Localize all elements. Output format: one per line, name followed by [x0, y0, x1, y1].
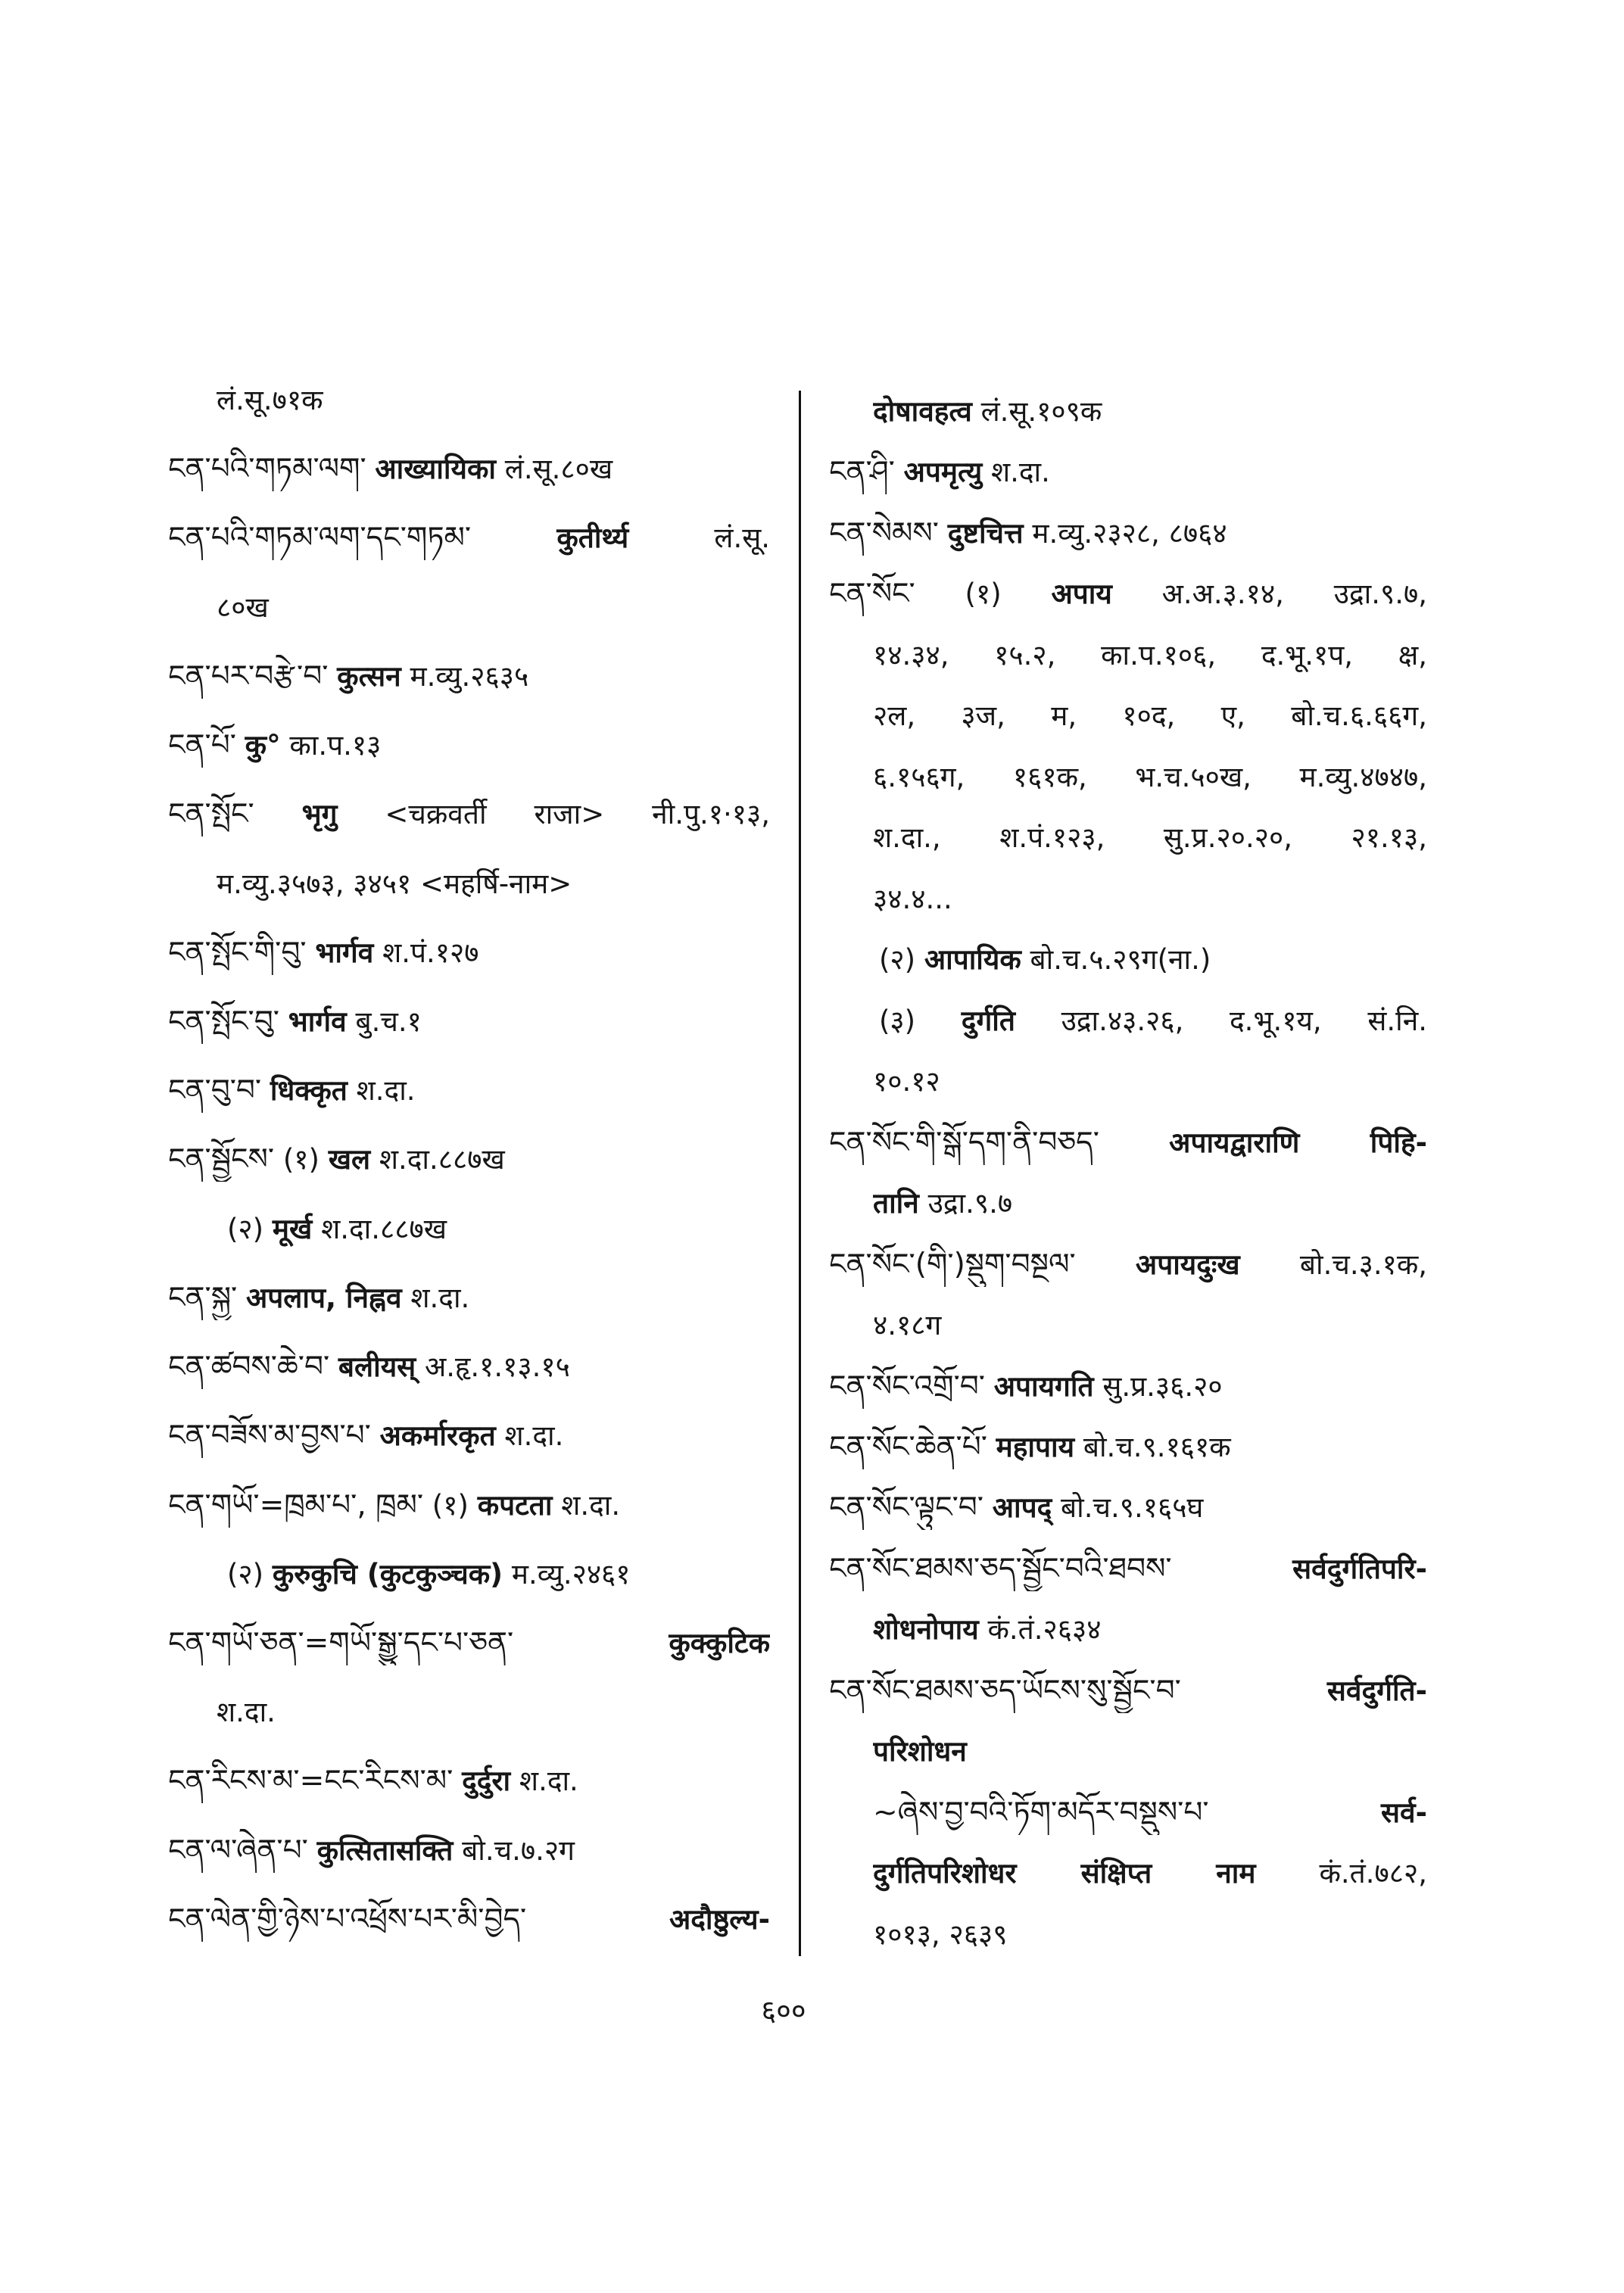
tibetan-headword: ངན་ལ་ཞེན་པ་: [168, 1833, 308, 1868]
reference: श.दा.: [410, 1281, 470, 1314]
entry-line: [217, 586, 770, 630]
reference: म.व्यु.२६३५: [410, 659, 529, 693]
reference: उद्रा.९.७: [927, 1187, 1013, 1220]
reference: उद्रा.४३.२६, द.भू.१य, सं.नि.: [1061, 1004, 1427, 1037]
entry-line: [829, 572, 1427, 616]
reference: सु.प्र.३६.२०: [1102, 1369, 1223, 1403]
tibetan-headword: ངན་ལེན་གྱི་ཉེས་པ་འཕྲོས་པར་མི་བྱེད་: [168, 1902, 527, 1936]
reference: २ल, ३ज, म, १०द, ए, बो.च.६.६६ग,: [873, 699, 1427, 733]
sanskrit-term: आपद्: [992, 1491, 1052, 1525]
reference: श.दा.८८७ख: [379, 1143, 505, 1176]
entry-line: [217, 1690, 770, 1734]
sanskrit-term: अपलाप, निह्नव: [246, 1281, 402, 1314]
tibetan-headword: ངན་པའི་གཏམ་ལག་: [168, 452, 366, 487]
entry-line: [829, 1121, 1427, 1165]
reference: १०.१२: [873, 1065, 940, 1098]
sanskrit-term: आपायिक: [924, 943, 1021, 977]
entry-line: [168, 447, 770, 491]
sanskrit-term: भार्गव: [315, 936, 374, 969]
tibetan-headword: ངན་པོ་: [168, 728, 236, 763]
tibetan-headword: ངན་སོང་(གི་)སྡུག་བསྔལ་: [829, 1247, 1076, 1282]
sanskrit-term: दोषावहत्व: [873, 395, 972, 428]
sanskrit-term: भार्गव: [288, 1005, 347, 1038]
sanskrit-term: कु°: [245, 729, 281, 762]
tibetan-headword: ངན་སོང་ལྟུང་བ་: [829, 1491, 983, 1525]
tibetan-headword: ངན་སྤོང་: [168, 797, 254, 832]
entry-line: [227, 1553, 770, 1597]
entry-line: [168, 1898, 770, 1942]
reference: कं.तं.७८२,: [1319, 1857, 1427, 1890]
reference: लं.सू.: [714, 522, 770, 555]
reference: १०१३, २६३९: [873, 1918, 1008, 1951]
reference: श.दा.: [990, 456, 1050, 489]
right-column: [829, 390, 1427, 1957]
reference: का.प.१३: [289, 729, 382, 762]
entry-line: [873, 694, 1427, 738]
tibetan-headword: ངན་པའི་གཏམ་ལག་དང་གཏམ་: [168, 521, 472, 556]
tibetan-subentry: ~ཞེས་བྱ་བའི་ཏོག་མདོར་བསྡུས་པ་: [873, 1795, 1209, 1830]
tibetan-headword: ངན་སྐྱ་: [168, 1280, 238, 1315]
entry-line: [873, 390, 1427, 434]
entry-line: [168, 1138, 770, 1182]
tibetan-headword: ངན་སེམས་: [829, 516, 939, 550]
tibetan-headword: ངན་སོང་ཆེན་པོ་: [829, 1429, 987, 1464]
entry-line: [168, 724, 770, 768]
entry-line: [829, 1425, 1427, 1469]
tibetan-headword: ངན་བུ་བ་: [168, 1073, 262, 1108]
reference: श.पं.१२७: [382, 936, 479, 969]
sanskrit-term: दुर्दुरा: [462, 1765, 511, 1798]
sanskrit-term: दुष्टचित्त: [947, 516, 1024, 550]
reference: म.व्यु.३५७३, ३४५१ <महर्षि-नाम>: [217, 867, 572, 900]
entry-line: [829, 1547, 1427, 1591]
tibetan-headword: ངན་སོང་: [829, 577, 915, 612]
reference: लं.सू.१०९क: [980, 395, 1102, 428]
reference: बु.च.१: [355, 1005, 422, 1038]
entry-line: [829, 512, 1427, 556]
entry-line: [873, 1304, 1427, 1347]
tibetan-headword: ངན་སོང་ཐམས་ཅད་ཡོངས་སུ་སྦྱོང་བ་: [829, 1673, 1181, 1708]
entry-line: [829, 1243, 1427, 1287]
sanskrit-term: अपाय: [1051, 578, 1112, 611]
reference: श.दा.८८७ख: [321, 1212, 447, 1245]
entry-line: [227, 1207, 770, 1251]
sanskrit-term: दुर्गति: [961, 1004, 1015, 1037]
sanskrit-term: धिक्कृत: [270, 1074, 348, 1108]
sense-number: (२): [227, 1557, 264, 1590]
entry-line: [217, 862, 770, 906]
tibetan-headword: ངན་སོང་འགྲོ་བ་: [829, 1369, 985, 1404]
sanskrit-term: अपायद्वाराणि पिहि-: [1169, 1126, 1427, 1159]
entry-line: [168, 1829, 770, 1873]
sanskrit-term: अकर्मारकृत: [379, 1419, 496, 1453]
tibetan-headword: ངན་སྤོང་བུ་: [168, 1004, 279, 1039]
tibetan-headword: ངན་གཡོ་=ཁྲམ་པ་, ཁྲམ་: [168, 1488, 424, 1522]
reference: लं.सू.८०ख: [504, 453, 613, 486]
reference: श.दा.: [519, 1765, 578, 1798]
tibetan-headword: ངན་བཟོས་མ་བྱས་པ་: [168, 1419, 371, 1453]
entry-line: [873, 756, 1427, 799]
reference: श.दा.: [217, 1696, 276, 1729]
entry-line: [879, 938, 1427, 982]
reference: श.दा.: [561, 1488, 621, 1522]
entry-line: [168, 1622, 770, 1665]
entry-line: [873, 634, 1427, 678]
reference: ६.१५६ग, १६१क, भ.च.५०ख, म.व्यु.४७४७,: [873, 760, 1427, 793]
entry-line: [168, 1759, 770, 1803]
sanskrit-term: सर्वदुर्गतिपरि-: [1292, 1552, 1427, 1585]
tibetan-headword: ངན་པར་བརྩེ་བ་: [168, 659, 329, 693]
sense-number: (२): [227, 1212, 264, 1245]
sanskrit-term: तानि: [873, 1187, 919, 1220]
tibetan-headword: ངན་སོང་ཐམས་ཅད་སྦྱོང་བའི་ཐབས་: [829, 1551, 1172, 1586]
page-number: ६००: [761, 1994, 806, 2027]
entry-line: [168, 1345, 770, 1389]
entry-line: [168, 931, 770, 975]
sanskrit-term: कुक्कुटिक: [669, 1626, 770, 1659]
entry-line: [873, 1913, 1427, 1957]
entry-line: [873, 1608, 1427, 1652]
entry-line: [168, 655, 770, 699]
sanskrit-term: दुर्गतिपरिशोधर संक्षिप्त नाम: [873, 1857, 1256, 1890]
sanskrit-term: आख्यायिका: [375, 453, 496, 486]
sanskrit-term: कपटता: [477, 1488, 553, 1522]
entry-line: [873, 1852, 1427, 1896]
entry-line: [168, 1000, 770, 1044]
reference: बो.च.७.२ग: [462, 1833, 575, 1867]
sanskrit-term: अपमृत्यु: [903, 456, 983, 489]
tibetan-headword: ངན་སྤོང་གི་བུ་: [168, 935, 307, 970]
entry-line: [829, 1486, 1427, 1530]
reference: श.दा., श.पं.१२३, सु.प्र.२०.२०, २१.१३,: [873, 821, 1427, 855]
entry-line: [168, 1276, 770, 1320]
reference: श.दा.: [356, 1074, 416, 1108]
left-column: [168, 379, 770, 1942]
reference: १४.३४, १५.२, का.प.१०६, द.भू.१प, क्ष,: [873, 638, 1427, 671]
reference: कं.तं.२६३४: [987, 1613, 1102, 1647]
reference: लं.सू.७१क: [217, 384, 323, 416]
sense-number: (१): [282, 1143, 320, 1176]
reference: ८०ख: [217, 590, 269, 624]
reference: बो.च.९.१६५घ: [1061, 1491, 1204, 1525]
tibetan-headword: ངན་གཡོ་ཅན་=གཡོ་སྒྱུ་དང་པ་ཅན་: [168, 1625, 514, 1660]
sense-number: (१): [965, 578, 1002, 611]
entry-line: [217, 379, 770, 422]
entry-line: [168, 793, 770, 837]
entry-line: [168, 516, 770, 560]
sense-number: (२): [879, 943, 916, 977]
sanskrit-term: सर्वदुर्गति-: [1326, 1674, 1427, 1707]
entry-line: [829, 450, 1427, 494]
tibetan-headword: ངན་སོང་གི་སྒོ་དག་ནི་བཅད་: [829, 1125, 1099, 1160]
reference: ४.१८ग: [873, 1309, 942, 1342]
entry-line: [168, 1484, 770, 1528]
sanskrit-term: अपायगति: [993, 1369, 1094, 1403]
column-divider: [799, 391, 801, 1956]
sanskrit-term: कुतीर्थ्य: [556, 522, 629, 555]
entry-line: [873, 1182, 1427, 1226]
entry-line: [873, 1791, 1427, 1835]
tibetan-headword: ངན་ཚབས་ཆེ་བ་: [168, 1350, 330, 1385]
tibetan-headword: ངན་ཤི་: [829, 455, 895, 490]
entry-line: [873, 816, 1427, 860]
sanskrit-term: कुत्सन: [337, 659, 401, 693]
reference: म.व्यु.२४६१: [511, 1557, 631, 1590]
sense-number: (३): [879, 1004, 916, 1037]
reference: अ.हृ.१.१३.१५: [424, 1351, 570, 1384]
sanskrit-term: शोधनोपाय: [873, 1613, 979, 1647]
reference: ३४.४...: [873, 882, 952, 915]
sanskrit-term: मूर्ख: [272, 1212, 313, 1245]
entry-line: [873, 1730, 1427, 1774]
sanskrit-term: कुत्सितासक्ति: [316, 1833, 454, 1867]
tibetan-headword: ངན་སྦྱོངས་: [168, 1142, 275, 1177]
entry-line: [829, 1669, 1427, 1713]
reference: <चक्रवर्ती राजा> नी.पु.१·१३,: [385, 798, 770, 831]
entry-line: [879, 999, 1427, 1043]
reference: श.दा.: [504, 1419, 564, 1453]
entry-line: [168, 1414, 770, 1458]
entry-line: [168, 1069, 770, 1113]
entry-line: [873, 877, 1427, 921]
sanskrit-term: अपायदुःख: [1135, 1248, 1240, 1281]
sanskrit-term: परिशोधन: [873, 1735, 967, 1768]
reference: बो.च.३.१क,: [1299, 1248, 1427, 1281]
reference: म.व्यु.२३२८, ८७६४: [1032, 516, 1227, 550]
reference: अ.अ.३.१४, उद्रा.९.७,: [1161, 578, 1427, 611]
sanskrit-term: सर्व-: [1381, 1796, 1427, 1829]
reference: बो.च.५.२९ग(ना.): [1030, 943, 1211, 977]
entry-line: [873, 1060, 1427, 1104]
sanskrit-term: भृगु: [301, 798, 338, 831]
sanskrit-term: अदौष्ठुल्य-: [669, 1902, 770, 1936]
reference: बो.च.९.१६१क: [1083, 1430, 1231, 1463]
sense-number: (१): [432, 1488, 469, 1522]
sanskrit-term: बलीयस्: [338, 1351, 416, 1384]
tibetan-headword: ངན་རིངས་མ་=ངང་རིངས་མ་: [168, 1764, 454, 1799]
sanskrit-term: कुरुकुचि (कुटकुञ्चक): [272, 1557, 503, 1590]
sanskrit-term: खल: [328, 1143, 371, 1176]
sanskrit-term: महापाय: [996, 1430, 1075, 1463]
entry-line: [829, 1365, 1427, 1409]
